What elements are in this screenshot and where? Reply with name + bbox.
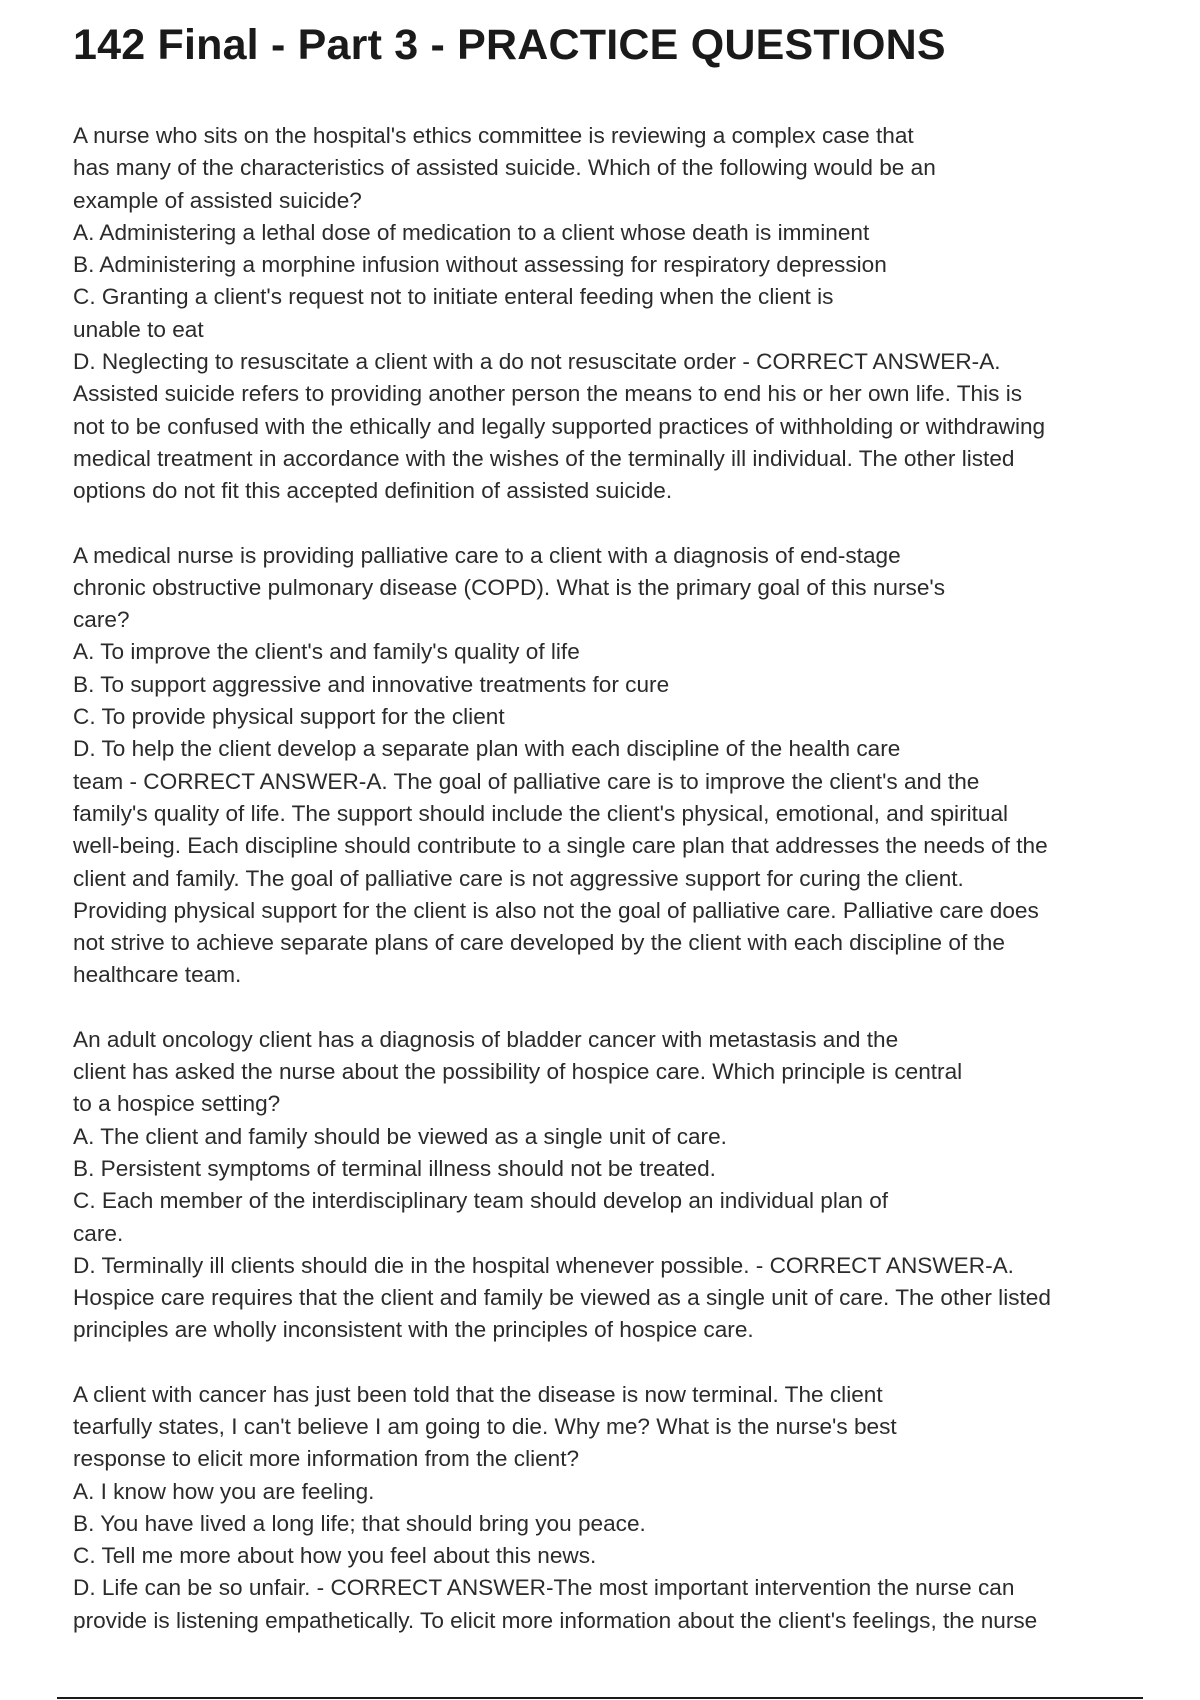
rationale-line: family's quality of life. The support should include the client's physical, emotional, and spiritual [73,800,1009,826]
answer-option-c: care. [73,1220,124,1246]
rationale-line: principles are wholly inconsistent with the principles of hospice care. [73,1317,754,1343]
answer-option-a: A. I know how you are feeling. [73,1478,375,1504]
page-bottom-divider [57,1697,1143,1699]
rationale-line: not to be confused with the ethically and legally supported practices of withholding or withdrawing [73,413,1046,439]
question-line: client has asked the nurse about the possibility of hospice care. Which principle is central [73,1059,963,1085]
question-block-1 [73,120,1133,508]
answer-option-b: B. Administering a morphine infusion without assessing for respiratory depression [73,252,887,278]
rationale-line: client and family. The goal of palliative care is not aggressive support for curing the client. [73,865,964,891]
answer-option-c: unable to eat [73,316,204,342]
answer-option-d: D. To help the client develop a separate plan with each discipline of the health care [73,736,901,762]
question-line: to a hospice setting? [73,1091,281,1117]
rationale-line: not strive to achieve separate plans of care developed by the client with each discipline of the [73,930,1005,956]
page-title: 142 Final - Part 3 - PRACTICE QUESTIONS [73,21,946,69]
answer-option-c: C. Tell me more about how you feel about this news. [73,1543,597,1569]
question-line: A medical nurse is providing palliative care to a client with a diagnosis of end-stage [73,542,901,568]
rationale-line: healthcare team. [73,962,242,988]
rationale-line: provide is listening empathetically. To elicit more information about the client's feelings, the nurse [73,1607,1038,1633]
rationale-line: Hospice care requires that the client and family be viewed as a single unit of care. The other listed [73,1285,1051,1311]
rationale-line: Providing physical support for the client is also not the goal of palliative care. Palliative care does [73,897,1039,923]
answer-option-b: B. To support aggressive and innovative treatments for cure [73,671,670,697]
document-page [73,18,1133,1669]
question-block-3 [73,1024,1133,1347]
question-line: A client with cancer has just been told that the disease is now terminal. The client [73,1381,883,1407]
answer-option-d: D. Life can be so unfair. - CORRECT ANSWER-The most important intervention the nurse can [73,1575,1015,1601]
rationale-line: medical treatment in accordance with the wishes of the terminally ill individual. The other listed [73,445,1015,471]
answer-option-d: D. Terminally ill clients should die in the hospital whenever possible. - CORRECT ANSWER-A. [73,1252,1014,1278]
rationale-line: well-being. Each discipline should contribute to a single care plan that addresses the needs of the [73,833,1048,859]
question-block-4 [73,1379,1133,1637]
rationale-line: Assisted suicide refers to providing another person the means to end his or her own life. This is [73,381,1023,407]
question-line: A nurse who sits on the hospital's ethics committee is reviewing a complex case that [73,123,914,148]
answer-option-d: D. Neglecting to resuscitate a client with a do not resuscitate order - CORRECT ANSWER-A. [73,349,1001,375]
question-block-2 [73,540,1133,992]
answer-option-c: C. Granting a client's request not to initiate enteral feeding when the client is [73,284,834,310]
answer-option-a: A. The client and family should be viewed as a single unit of care. [73,1123,727,1149]
question-line: tearfully states, I can't believe I am going to die. Why me? What is the nurse's best [73,1413,897,1439]
answer-option-d: team - CORRECT ANSWER-A. The goal of palliative care is to improve the client's and the [73,768,980,794]
question-line: example of assisted suicide? [73,187,362,213]
question-line: An adult oncology client has a diagnosis of bladder cancer with metastasis and the [73,1026,899,1052]
answer-option-c: C. To provide physical support for the client [73,704,505,730]
answer-option-a: A. To improve the client's and family's quality of life [73,639,580,665]
question-line: has many of the characteristics of assisted suicide. Which of the following would be an [73,155,936,181]
answer-option-a: A. Administering a lethal dose of medication to a client whose death is imminent [73,219,870,245]
rationale-line: options do not fit this accepted definition of assisted suicide. [73,478,673,504]
answer-option-b: B. You have lived a long life; that should bring you peace. [73,1510,646,1536]
question-line: chronic obstructive pulmonary disease (COPD). What is the primary goal of this nurse's [73,574,945,600]
question-line: care? [73,607,130,633]
answer-option-c: C. Each member of the interdisciplinary team should develop an individual plan of [73,1188,889,1214]
answer-option-b: B. Persistent symptoms of terminal illness should not be treated. [73,1155,716,1181]
question-line: response to elicit more information from the client? [73,1446,580,1472]
